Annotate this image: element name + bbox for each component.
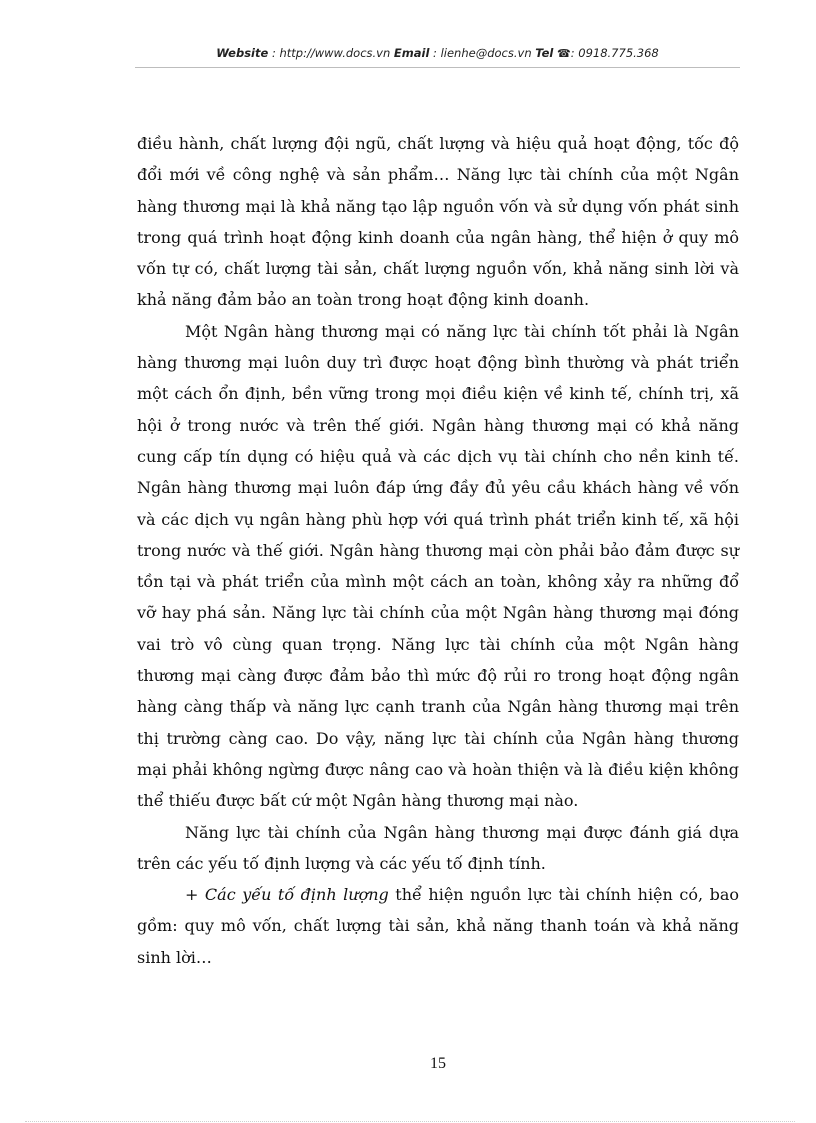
website-label: Website xyxy=(216,46,269,60)
page-number-value: 15 xyxy=(430,1055,446,1072)
email-label: Email xyxy=(393,46,430,60)
email-value: : lienhe@docs.vn xyxy=(429,46,536,60)
phone-icon: ☎ xyxy=(557,47,571,60)
paragraph-1: điều hành, chất lượng đội ngũ, chất lượng và hiệu quả hoạt động, tốc độ đổi mới về công nghệ và sản phẩm… Năng lực tài chính của một Ngân hàng thương mại là khả năng tạo lập nguồn vốn và sử dụng vốn phát sinh trong quá trình hoạt động kinh doanh của ngân hàng, thể hiện ở quy mô vốn tự có, chất lượng tài sản, chất lượng nguồn vốn, khả năng sinh lời và khả năng đảm bảo an toàn trong hoạt động kinh doanh. xyxy=(137,134,739,310)
paragraph-4-italic-lead: + Các yếu tố định lượng xyxy=(185,885,389,905)
paragraph-4-text: thể hiện nguồn lực tài chính hiện có, bao gồm: quy mô vốn, chất lượng tài sản, khả năng thanh toán và khả năng sinh lời… xyxy=(137,885,739,967)
tel-value: : 0918.775.368 xyxy=(570,46,659,60)
page-header xyxy=(135,46,740,68)
header-divider xyxy=(135,67,740,68)
page-number xyxy=(0,1055,816,1073)
document-body xyxy=(137,128,739,973)
paragraph-4 xyxy=(137,879,739,973)
paragraph-2: Một Ngân hàng thương mại có năng lực tài chính tốt phải là Ngân hàng thương mại luôn duy trì được hoạt động bình thường và phát triển một cách ổn định, bền vững trong mọi điều kiện về kinh tế, chính trị, xã hội ở trong nước và trên thế giới. Ngân hàng thương mại có khả năng cung cấp tín dụng có hiệu quả và các dịch vụ tài chính cho nền kinh tế. Ngân hàng thương mại luôn đáp ứng đầy đủ yêu cầu khách hàng về vốn và các dịch vụ ngân hàng phù hợp với quá trình phát triển kinh tế, xã hội trong nước và thế giới. Ngân hàng thương mại còn phải bảo đảm được sự tồn tại và phát triển của mình một cách an toàn, không xảy ra những đổ vỡ hay phá sản. Năng lực tài chính của một Ngân hàng thương mại đóng vai trò vô cùng quan trọng. Năng lực tài chính của một Ngân hàng thương mại càng được đảm bảo thì mức độ rủi ro trong hoạt động ngân hàng càng thấp và năng lực cạnh tranh của Ngân hàng thương mại trên thị trường càng cao. Do vậy, năng lực tài chính của Ngân hàng thương mại phải không ngừng được nâng cao và hoàn thiện và là điều kiện không thể thiếu được bất cứ một Ngân hàng thương mại nào. xyxy=(137,321,739,811)
website-value: : http://www.docs.vn xyxy=(268,46,394,60)
paragraph-3: Năng lực tài chính của Ngân hàng thương mại được đánh giá dựa trên các yếu tố định lượng và các yếu tố định tính. xyxy=(137,822,739,873)
tel-label: Tel xyxy=(535,46,554,60)
footer-divider xyxy=(25,1121,795,1122)
